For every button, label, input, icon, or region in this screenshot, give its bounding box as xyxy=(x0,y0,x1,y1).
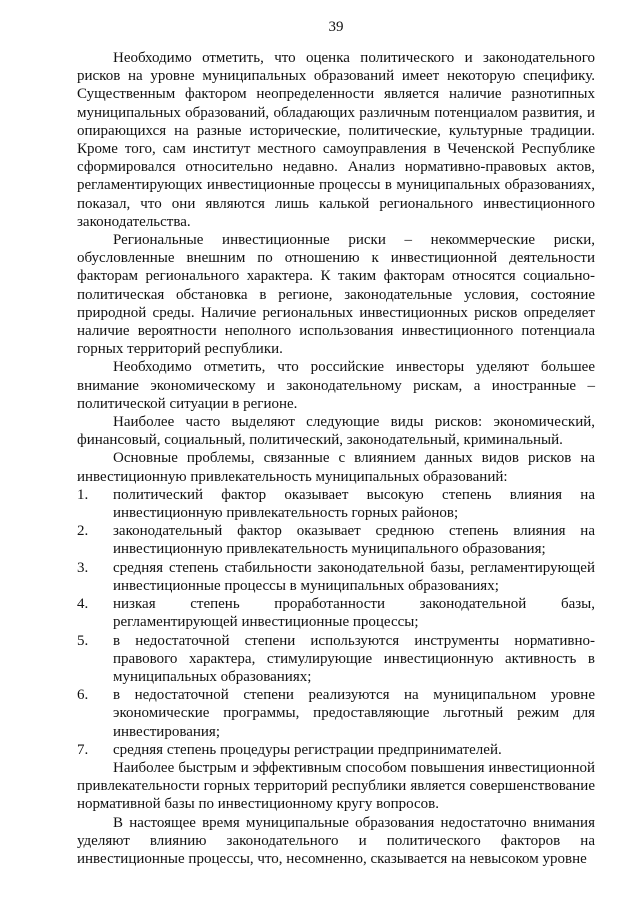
list-item-text: низкая степень проработанности законодательной базы, регламентирующей инвестиционные процессы; xyxy=(113,596,595,631)
list-item xyxy=(77,595,595,631)
list-item xyxy=(77,686,595,741)
list-item xyxy=(77,559,595,595)
list-item-text: средняя степень процедуры регистрации предпринимателей. xyxy=(113,741,502,758)
paragraph-investor-attention: Необходимо отметить, что российские инвесторы уделяют большее внимание экономическому и законодательному рискам, а иностранные – политической ситуации в регионе. xyxy=(77,359,595,412)
list-item xyxy=(77,632,595,687)
list-item-text: в недостаточной степени используются инструменты нормативно-правового характера, стимулирующие инвестиционную активность в муниципальных образованиях; xyxy=(113,632,595,685)
list-item-number: 6. xyxy=(77,687,89,704)
list-item-text: в недостаточной степени реализуются на муниципальном уровне экономические программы, предоставляющие льготный режим для инвестирования; xyxy=(113,687,595,740)
list-item-text: политический фактор оказывает высокую степень влияния на инвестиционную привлекательность горных районов; xyxy=(113,486,595,522)
problems-list xyxy=(77,486,595,759)
list-item xyxy=(77,741,595,759)
list-item-text: средняя степень стабильности законодательной базы, регламентирующей инвестиционные процессы в муниципальных образованиях; xyxy=(113,559,595,594)
paragraph-risk-types: Наиболее часто выделяют следующие виды рисков: экономический, финансовый, социальный, политический, законодательный, криминальный. xyxy=(77,414,595,449)
paragraph-current-state: В настоящее время муниципальные образования недостаточно внимания уделяют влиянию законодательного и политического факторов на инвестиционные процессы, что, несомненно, сказывается на невысоком уровне xyxy=(77,814,595,867)
list-item-number: 2. xyxy=(77,523,89,540)
document-page xyxy=(77,18,595,868)
page-number: 39 xyxy=(328,19,344,35)
list-item xyxy=(77,522,595,558)
list-item xyxy=(77,486,595,522)
paragraph-political-legislative-risks: Необходимо отметить, что оценка политического и законодательного рисков на уровне муниципальных образований имеет некоторую специфику. Существенным фактором неопределенности является наличие разнотипных муниципальных образований, обладающих различным потенциалом развития, и опирающихся на разные исторические, политические, культурные традиции. Кроме того, сам институт местного самоуправления в Чеченской Республике сформировался относительно недавно. Анализ нормативно-правовых актов, регламентирующих инвестиционные процессы в муниципальных образованиях, показал, что они являются лишь калькой регионального инвестиционного законодательства. xyxy=(77,50,595,230)
list-item-number: 1. xyxy=(77,486,89,503)
paragraph-main-problems-intro: Основные проблемы, связанные с влиянием данных видов рисков на инвестиционную привлекательность муниципальных образований: xyxy=(77,450,595,485)
paragraph-regional-investment-risks: Региональные инвестиционные риски – некоммерческие риски, обусловленные внешним по отношению к инвестиционной деятельности факторам регионального характера. К таким факторам относятся социально-политическая обстановка в регионе, законодательные условия, состояние природной среды. Наличие региональных инвестиционных рисков определяет наличие вероятности неполного использования инвестиционного потенциала горных территорий республики. xyxy=(77,232,595,358)
paragraph-fastest-way: Наиболее быстрым и эффективным способом повышения инвестиционной привлекательности горных территорий республики является совершенствование нормативной базы по инвестиционному кругу вопросов. xyxy=(77,759,595,813)
list-item-number: 4. xyxy=(77,596,89,613)
list-item-number: 7. xyxy=(77,741,89,758)
list-item-text: законодательный фактор оказывает среднюю степень влияния на инвестиционную привлекательность муниципального образования; xyxy=(113,523,595,558)
list-item-number: 5. xyxy=(77,632,89,649)
list-item-number: 3. xyxy=(77,559,89,576)
